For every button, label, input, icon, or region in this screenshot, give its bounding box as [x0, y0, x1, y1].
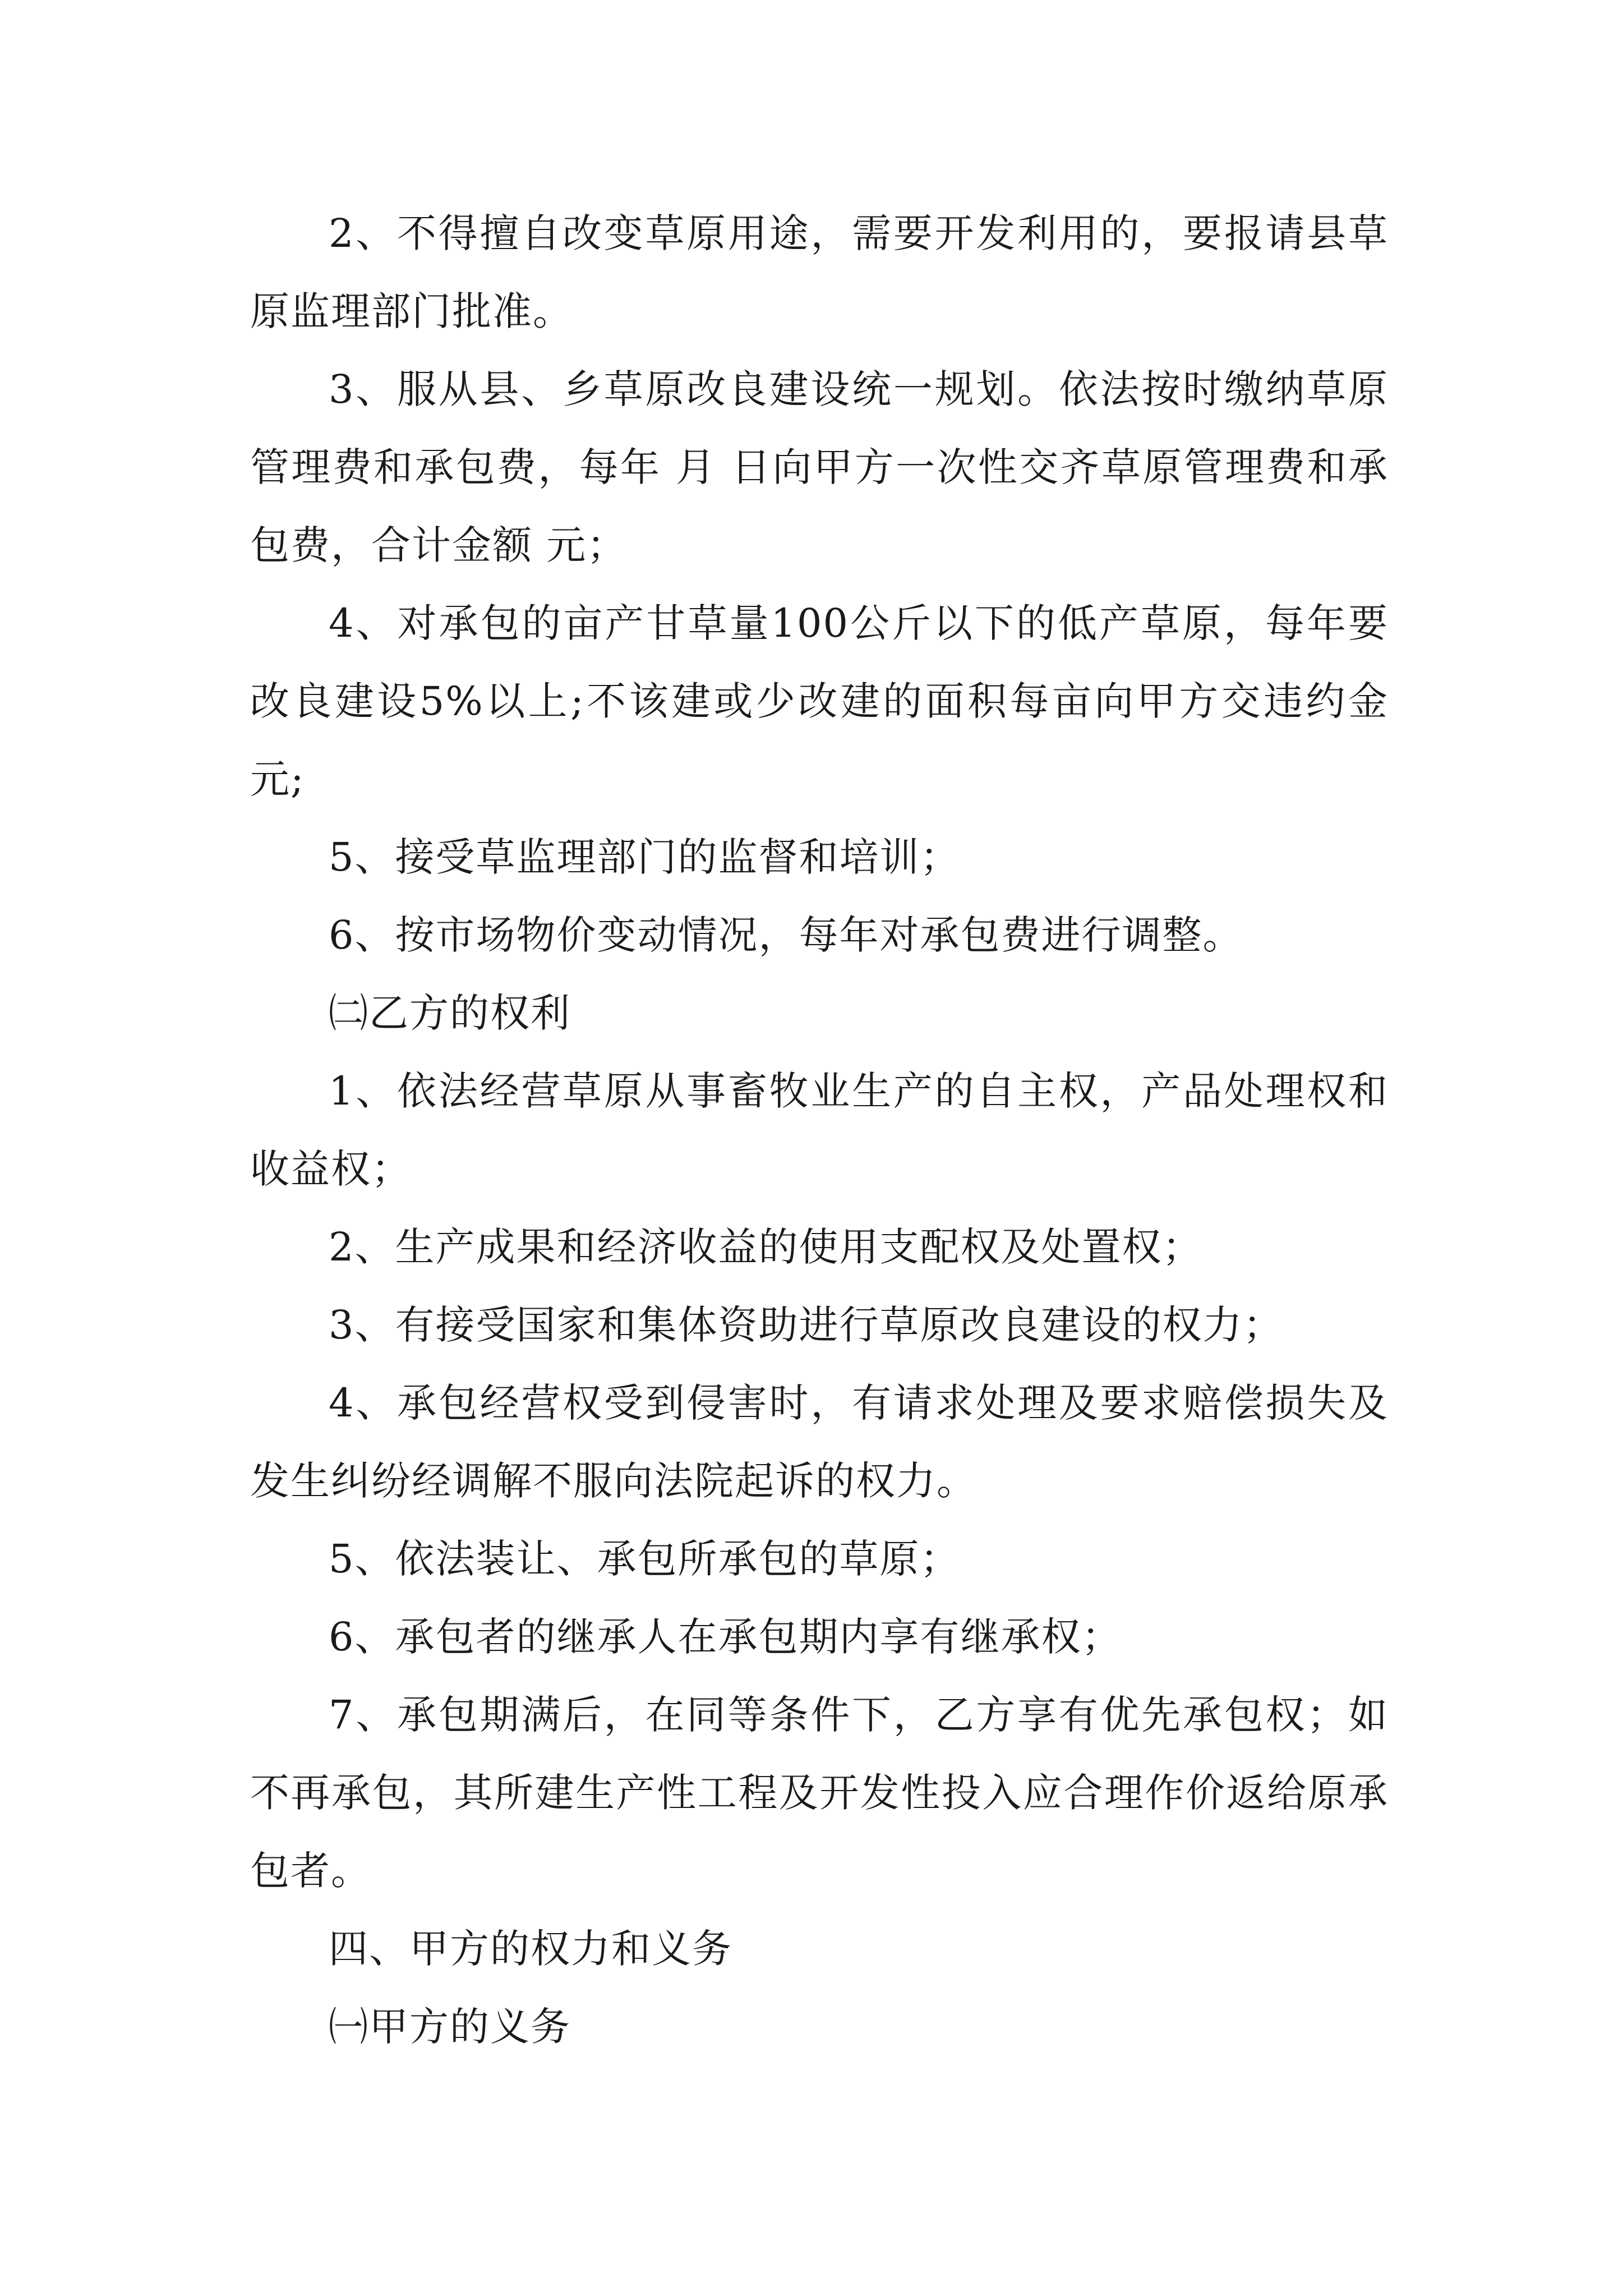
- paragraph: 7、承包期满后，在同等条件下，乙方享有优先承包权；如不再承包，其所建生产性工程及开发性投入应合理作价返给原承包者。: [250, 1692, 1389, 1894]
- section-heading: ㈡乙方的权利: [329, 990, 571, 1036]
- document-body: [250, 195, 1389, 2066]
- paragraph: 5、接受草监理部门的监督和培训；: [329, 834, 961, 880]
- paragraph: 6、承包者的继承人在承包期内享有继承权；: [329, 1614, 1122, 1660]
- paragraph: 2、生产成果和经济收益的使用支配权及处置权；: [329, 1224, 1203, 1270]
- paragraph: 2、不得擅自改变草原用途，需要开发利用的，要报请县草原监理部门批准。: [250, 210, 1389, 334]
- section-heading: 四、甲方的权力和义务: [329, 1926, 732, 1972]
- paragraph: 5、依法装让、承包所承包的草原；: [329, 1536, 961, 1582]
- paragraph: 1、依法经营草原从事畜牧业生产的自主权，产品处理权和收益权；: [250, 1068, 1389, 1192]
- section-heading: ㈠甲方的义务: [329, 2004, 571, 2050]
- paragraph: 3、服从县、乡草原改良建设统一规划。依法按时缴纳草原管理费和承包费，每年 月 日向甲方一次性交齐草原管理费和承包费，合计金额 元；: [250, 366, 1389, 568]
- paragraph: 4、对承包的亩产甘草量100公斤以下的低产草原，每年要改良建设5%以上;不该建或少改建的面积每亩向甲方交违约金元;: [250, 600, 1389, 802]
- paragraph: 3、有接受国家和集体资助进行草原改良建设的权力；: [329, 1302, 1284, 1348]
- paragraph: 4、承包经营权受到侵害时，有请求处理及要求赔偿损失及发生纠纷经调解不服向法院起诉的权力。: [250, 1380, 1389, 1504]
- paragraph: 6、按市场物价变动情况，每年对承包费进行调整。: [329, 912, 1243, 958]
